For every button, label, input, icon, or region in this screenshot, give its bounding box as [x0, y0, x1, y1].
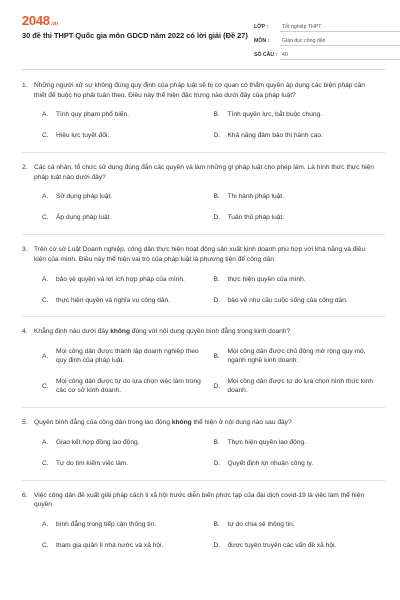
question-text — [34, 81, 377, 100]
option-letter: D. — [213, 382, 221, 390]
answer-option[interactable] — [214, 347, 378, 366]
option-letter: C. — [42, 541, 49, 549]
site-logo[interactable] — [22, 14, 58, 28]
question-text-part: đúng với nội dung quyền bình đẳng trong kinh doanh? — [129, 328, 291, 336]
answer-option[interactable] — [214, 295, 378, 305]
question-divider — [22, 316, 385, 317]
info-row-count — [254, 46, 400, 60]
question-text-emphasis: không — [171, 419, 192, 427]
option-text: Tính quyền lực, bắt buộc chung. — [227, 111, 323, 119]
option-letter: B. — [213, 520, 220, 528]
question-number: 3. — [22, 246, 28, 254]
info-value: 40 — [280, 52, 400, 60]
answer-option[interactable] — [42, 520, 206, 530]
answer-option[interactable] — [42, 110, 206, 120]
question-3 — [22, 245, 385, 305]
question-text-part: Các cá nhân, tổ chức sử dụng đúng đắn các quyền và làm những gì pháp luật cho phép làm. Là hình thức thực hiện pháp luật nào dưới đây? — [34, 164, 374, 181]
answer-option[interactable] — [42, 274, 206, 284]
question-text-emphasis: không — [110, 328, 130, 336]
option-text: Áp dụng pháp luật. — [56, 214, 112, 222]
option-letter: B. — [213, 438, 220, 446]
question-text-part: Quyền bình đẳng của công dân trong lao động — [34, 419, 172, 427]
logo-main: 2048 — [22, 13, 50, 28]
answer-option[interactable] — [42, 213, 206, 223]
option-letter: C. — [42, 132, 49, 140]
info-row-subject — [254, 32, 400, 46]
option-letter: A. — [42, 438, 49, 446]
document-header — [22, 14, 385, 70]
option-letter: A. — [42, 275, 49, 283]
option-text: được tuyên truyền các vấn đề xã hội. — [227, 541, 337, 549]
option-letter: C. — [42, 296, 49, 304]
option-text: thực hiện quyền và nghĩa vụ công dân. — [56, 296, 171, 304]
option-text: Hiệu lực tuyệt đối. — [56, 132, 110, 140]
answer-options — [42, 347, 377, 396]
option-text: bình đẳng trong tiếp cận thông tin. — [56, 520, 157, 528]
info-row-class — [254, 18, 400, 32]
option-text: thực hiện quyền của mình. — [227, 275, 306, 283]
answer-option[interactable] — [42, 131, 206, 141]
question-2 — [22, 163, 385, 223]
question-number: 1. — [22, 82, 28, 89]
question-1 — [22, 81, 385, 141]
option-letter: C. — [42, 459, 49, 467]
question-text-part: Những người xử sự không đúng quy định của pháp luật sẽ bị cơ quan có thẩm quyền áp dụng các biện pháp cần thiết để buộc họ phải tuân theo. Điều này thể hiện đặc trưng nào dưới đây của pháp luật? — [34, 82, 365, 99]
question-text — [34, 327, 377, 337]
question-text-part: Việc công dân đề xuất giải pháp cách li xã hội trước diễn biến phức tạp của đại dịch covid-19 là việc làm thể hiện quyền — [34, 491, 365, 509]
option-letter: B. — [213, 111, 220, 119]
header-divider — [22, 69, 385, 70]
answer-option[interactable] — [42, 438, 206, 448]
option-text: Mọi công dân được tự do lựa chọn việc làm trong các cơ sở kinh doanh. — [56, 377, 201, 395]
option-text: tự do chia sẻ thông tin. — [227, 520, 295, 528]
answer-option[interactable] — [42, 347, 206, 366]
question-6 — [22, 491, 385, 551]
option-letter: D. — [213, 296, 221, 304]
option-text: Tự do tìm kiếm việc làm. — [56, 459, 129, 467]
info-label: LỚP : — [254, 24, 269, 31]
question-text — [34, 418, 377, 428]
question-text-part: Khẳng định nào dưới đây — [34, 328, 111, 336]
option-text: Khả năng đảm bảo thi hành cao. — [227, 132, 323, 140]
option-text: Mọi công dân được tự do lựa chọn hình thức kinh doanh. — [227, 377, 374, 395]
answer-option[interactable] — [214, 110, 378, 120]
question-number: 5. — [22, 419, 28, 427]
logo-suffix: .vn — [50, 21, 58, 27]
option-text: Thực hiện quyền lao động. — [227, 438, 306, 446]
option-letter: B. — [213, 275, 220, 283]
option-text: Tính quy phạm phổ biến. — [56, 111, 129, 119]
answer-options — [42, 274, 377, 305]
answer-option[interactable] — [214, 213, 378, 223]
option-letter: B. — [213, 193, 220, 201]
answer-options — [42, 110, 377, 141]
option-text: tham gia quản lí nhà nước và xã hội. — [56, 541, 164, 549]
answer-option[interactable] — [42, 295, 206, 305]
question-number: 4. — [22, 328, 28, 336]
option-text: Thi hành pháp luật. — [227, 193, 284, 201]
question-5 — [22, 418, 385, 469]
info-value: Tốt nghiệp THPT — [280, 24, 400, 32]
option-letter: D. — [213, 214, 221, 222]
option-letter: D. — [213, 541, 221, 549]
document-info — [254, 18, 400, 60]
answer-options — [42, 438, 377, 469]
option-letter: C. — [42, 214, 49, 222]
answer-option[interactable] — [214, 520, 378, 530]
option-text: Tuân thủ pháp luật. — [227, 214, 285, 222]
question-4 — [22, 327, 385, 396]
answer-option[interactable] — [214, 274, 378, 284]
question-divider — [22, 152, 385, 153]
question-text — [34, 163, 377, 182]
question-text-part: thể hiện ở nội dung nào sau đây? — [191, 419, 292, 427]
document-title: 30 đề thi THPT Quốc gia môn GDCD năm 2022 có lời giải (Đề 27) — [22, 31, 248, 40]
option-letter: A. — [42, 520, 49, 528]
info-value: Giáo dục công dân — [280, 38, 400, 46]
option-letter: C. — [42, 382, 49, 390]
question-list — [22, 81, 385, 551]
answer-option[interactable] — [214, 459, 378, 469]
answer-option[interactable] — [42, 459, 206, 469]
option-text: Mọi công dân được chủ động mở rộng quy mô, ngành nghề kinh doanh. — [227, 347, 366, 365]
answer-option[interactable] — [214, 377, 378, 396]
option-letter: A. — [42, 193, 49, 201]
option-text: Sử dụng pháp luật. — [56, 193, 113, 201]
info-label: MÔN : — [254, 38, 270, 45]
option-text: Giao kết hợp đồng lao động. — [56, 438, 140, 446]
question-text-part: Trên cơ sở Luật Doanh nghiệp, công dân thực hiện hoạt động sản xuất kinh doanh phù hợp với khả năng và điều kiện của mình. Điều này thể hiện vai trò của pháp luật là phương tiện để công dân — [34, 246, 366, 263]
answer-option[interactable] — [42, 192, 206, 202]
question-divider — [22, 480, 385, 481]
option-letter: D. — [213, 459, 221, 467]
option-letter: B. — [213, 352, 220, 360]
answer-option[interactable] — [42, 541, 206, 551]
answer-option[interactable] — [214, 541, 378, 551]
question-text — [34, 245, 377, 264]
option-text: Quyết định lợi nhuận công ty. — [227, 459, 314, 467]
question-divider — [22, 234, 385, 235]
question-text — [34, 491, 377, 510]
option-text: bảo vệ nhu cầu cuộc sống của công dân. — [227, 296, 348, 304]
answer-option[interactable] — [214, 131, 378, 141]
answer-option[interactable] — [214, 192, 378, 202]
question-number: 2. — [22, 164, 28, 172]
option-text: Mọi công dân được thành lập doanh nghiệp theo quy định của pháp luật. — [56, 347, 199, 365]
answer-option[interactable] — [214, 438, 378, 448]
option-letter: A. — [42, 111, 49, 119]
info-label: SỐ CÂU : — [254, 52, 278, 59]
option-letter: A. — [42, 352, 49, 360]
answer-option[interactable] — [42, 377, 206, 396]
option-text: bảo vệ quyền và lợi ích hợp pháp của mình. — [56, 275, 185, 283]
question-number: 6. — [22, 491, 28, 499]
answer-options — [42, 520, 377, 551]
option-letter: D. — [213, 132, 221, 140]
question-divider — [22, 407, 385, 408]
answer-options — [42, 192, 377, 223]
